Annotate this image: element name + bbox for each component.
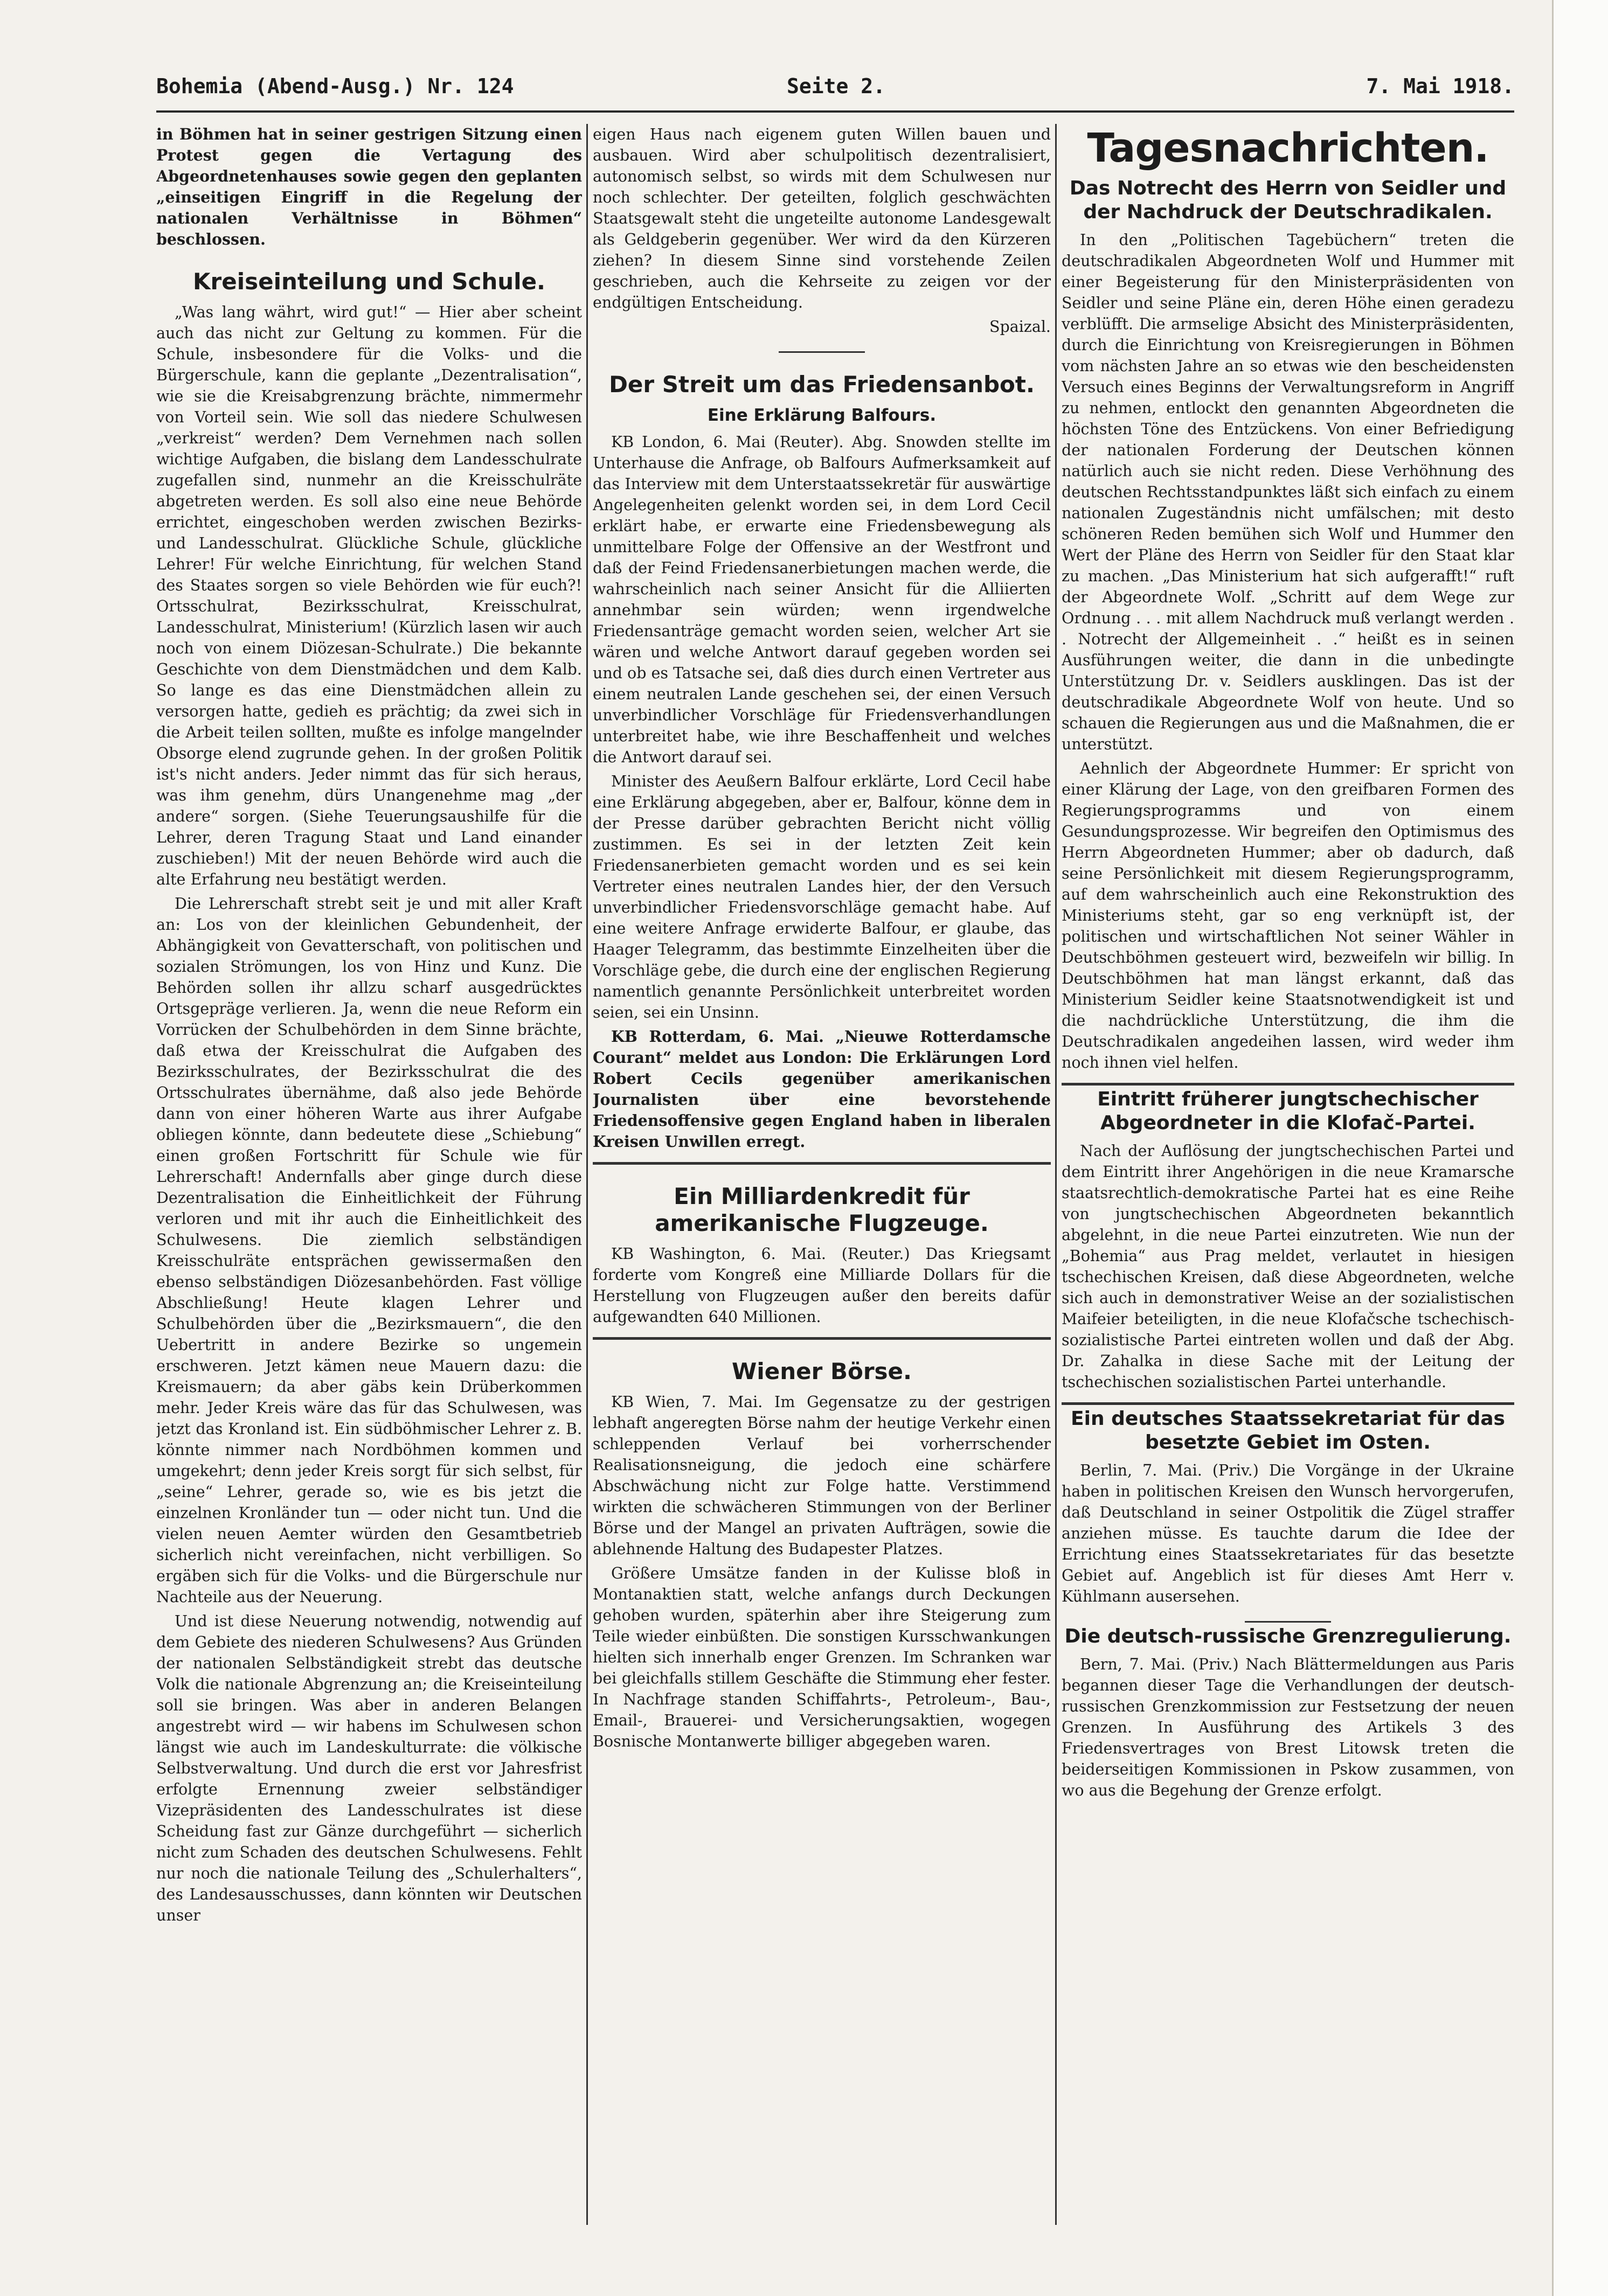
article-title-milliardenkredit: Ein Milliardenkredit für amerikanische Flugzeuge. xyxy=(655,1183,989,1236)
article-title-kreiseinteilung: Kreiseinteilung und Schule. xyxy=(192,268,546,295)
article-paragraph: Größere Umsätze fanden in der Kulisse bloß in Montanaktien statt, welche anfangs durch Deckungen gehoben wurden, späterhin aber ihre Steigerung zum Teile wieder einbüßten. Die sonstigen Kursschwankungen hielten sich innerhalb enger Grenzen. Im Schranken war bei gleichfalls stillem Geschäfte die Stimmung eher fester. In Nachfrage standen Schiffahrts-, Petroleum-, Bau-, Email-, Brauerei- und Versicherungsaktien, wogegen Bosnische Montanwerte billiger abgegeben waren. xyxy=(593,1564,1051,1750)
article-paragraph: Die Lehrerschaft strebt seit je und mit aller Kraft an: Los von der kleinlichen Gebundenheit, der Abhängigkeit von Gevatterschaft, von politischen und sozialen Strömungen, los von Hinz und Kunz. Die Behörden sollen ihr allzu scharf ausgedrücktes Ortsgepräge verlieren. Ja, wenn die neue Reform ein Vorrücken der Schulbehörden in dem Sinne brächte, daß etwa der Kreisschulrat die Aufgaben des Bezirksschulrates, der Bezirksschulrat die des Ortsschulrates übernähme, daß also jede Behörde dann von einer höheren Warte aus ihrer Aufgabe obliegen könnte, dann bedeutete diese „Schiebung“ einen großen Fortschritt für Schule wie für Lehrerschaft! Andernfalls aber ginge durch diese Dezentralisation die Einheitlichkeit der Führung verloren und mit ihr auch die Einheitlichkeit des Schulwesens. Die ziemlich selbständigen Kreisschulräte entsprächen gewissermaßen den ebenso selbständigen Diözesanbehörden. Fast völlige Abschließung! Heute klagen Lehrer und Schulbehörden über die „Bezirksmauern“, die den Uebertritt in andere Bezirke so ungemein erschweren. Jetzt kämen neue Mauern dazu: die Kreismauern; da aber gäbs kein Drüberkommen mehr. Jeder Kreis wäre das für das Schulwesen, was jetzt das Kronland ist. Ein südböhmischer Lehrer z. B. könnte nimmer nach Nordböhmen kommen und umgekehrt; denn jeder Kreis sorgt für sich selbst, für „seine“ Lehrer, gerade so, wie es bis jetzt die einzelnen Kronländer tun — oder nicht tun. Und die vielen neuen Aemter würden den Gesamtbetrieb sicherlich nicht vereinfachen, nicht verbilligen. So ergäben sich für die Volks- und die Bürgerschule nur Nachteile aus der Neuerung. xyxy=(156,895,582,1606)
header-date: 7. Mai 1918. xyxy=(1366,74,1514,98)
header-issue: Bohemia (Abend-Ausg.) Nr. 124 xyxy=(156,74,514,98)
separator xyxy=(1062,1083,1514,1086)
article-title-notrecht: Das Notrecht des Herrn von Seidler und der Nachdruck der Deutschradikalen. xyxy=(1069,177,1507,223)
article-title-staatssekretariat: Ein deutsches Staatssekretariat für das besetzte Gebiet im Osten. xyxy=(1071,1408,1505,1453)
author-signature: Spaizal. xyxy=(989,318,1051,336)
column-1 xyxy=(156,124,582,2225)
article-title-klofac-partei: Eintritt früherer jungtschechischer Abgeordneter in die Klofač-Partei. xyxy=(1097,1088,1479,1134)
article-paragraph: Bern, 7. Mai. (Priv.) Nach Blättermeldungen aus Paris begannen dieser Tage die Verhandlungen der deutsch-russischen Grenzkommission zur Festsetzung der neuen Grenzen. In Ausführung des Artikels 3 des Friedensvertrages von Brest Litowsk treten die beiderseitigen Kommissionen in Pskow zusammen, von wo aus die Begehung der Grenze erfolgt. xyxy=(1062,1655,1514,1799)
page-header xyxy=(156,65,1514,108)
article-paragraph: Aehnlich der Abgeordnete Hummer: Er spricht von einer Klärung der Lage, von den greifbaren Formen des Regierungsprogramms und von einem Gesundungsprozesse. Wir begreifen den Optimismus des Herrn Abgeordneten Hummer; aber ob dadurch, daß seine Persönlichkeit mit diesem Regierungsprogramm, auf dem wahrscheinlich auch eine Rekonstruktion des Ministeriums steht, gar so eng verknüpft ist, der politischen und wirtschaftlichen Not seiner Wähler in Deutschböhmen gesteuert wird, bezweifeln wir billig. In Deutschböhmen hat man längst erkannt, daß das Ministerium Seidler keine Staatsnotwendigkeit ist und die nachdrückliche Unterstützung, die ihm die Deutschradikalen angedeihen lassen, wird weder ihm noch ihnen viel helfen. xyxy=(1062,760,1514,1072)
article-paragraph: KB London, 6. Mai (Reuter). Abg. Snowden stellte im Unterhause die Anfrage, ob Balfours Aufmerksamkeit auf das Interview mit dem Unterstaatssekretär für auswärtige Angelegenheiten gelenkt worden sei, in dem Lord Cecil erklärt habe, er erwarte eine Friedensbewegung als unmittelbare Folge der Offensive an der Westfront und daß der Feind Friedensanerbietungen machen werde, die wahrscheinlich nach seiner Ansicht für die Alliierten annehmbar sein würden; wenn irgendwelche Friedensanträge gemacht worden seien, welcher Art sie wären und welche Antwort darauf gegeben worden sei und ob es Tatsache sei, daß dies durch einen Vertreter aus einem neutralen Lande geschehen sei, der einen Versuch unverbindlicher Vorschläge für Friedensverhandlungen unterbreitet habe, wie ihre Beschaffenheit und welches die Antwort darauf sei. xyxy=(593,433,1051,766)
header-page-number: Seite 2. xyxy=(787,74,886,98)
article-paragraph: Und ist diese Neuerung notwendig, notwendig auf dem Gebiete des niederen Schulwesens? Aus Gründen der nationalen Selbständigkeit strebt das deutsche Volk die nationale Abgrenzung an; die Kreiseinteilung soll sie bringen. Was aber in anderen Belangen angestrebt wird — wir habens im Schulwesen schon längst wie auch im Landeskulturrate: die völkische Selbstverwaltung. Und durch die erst vor Jahresfrist erfolgte Ernennung zweier selbständiger Vizepräsidenten des Landesschulrates ist diese Scheidung fast zur Gänze durchgeführt — sicherlich nicht zum Schaden des deutschen Schulwesens. Fehlt nur noch die nationale Teilung des „Schulerhalters“, des Landesausschusses, dann könnten wir Deutschen unser xyxy=(156,1612,582,1924)
page-margin-strip xyxy=(1552,0,1608,2296)
article-paragraph: „Was lang währt, wird gut!“ — Hier aber scheint auch das nicht zur Geltung zu kommen. Für die Schule, insbesondere für die Volks- und die Bürgerschule, kann die geplante „Dezentralisation“, wie sie die Kreisabgrenzung brächte, nimmermehr von Vorteil sein. Wie soll das niedere Schulwesen „verkreist“ werden? Dem Vernehmen nach sollen wichtige Aufgaben, die bislang dem Landesschulrate zugefallen sind, nunmehr an die Kreisschulräte abgetreten werden. Es soll also eine neue Behörde errichtet, eingeschoben werden zwischen Bezirks- und Landesschulrat. Glückliche Schule, glückliche Lehrer! Für welche Einrichtung, für welchen Stand des Staates sorgen so viele Behörden wie für euch?! Ortsschulrat, Bezirksschulrat, Kreisschulrat, Landesschulrat, Ministerium! (Kürzlich lasen wir auch noch von einem Diözesan-Schulrate.) Die bekannte Geschichte von dem Dienstmädchen und dem Kalb. So lange es das eine Dienstmädchen allein zu versorgen hatte, gedieh es prächtig; da zwei sich in die Arbeit teilen sollten, mußte es infolge mangelnder Obsorge elend zugrunde gehen. In der großen Politik ist's nicht anders. Jeder nimmt das für sich heraus, was ihm genehm, dürs Unangenehme mag „der andere“ sorgen. (Siehe Teuerungsaushilfe für die Lehrer, deren Tragung Staat und Land einander zuschieben!) Mit der neuen Behörde wird auch die alte Erfahrung neu bestätigt werden. xyxy=(156,303,582,888)
separator xyxy=(779,351,865,353)
article-paragraph: Minister des Aeußern Balfour erklärte, Lord Cecil habe eine Erklärung abgegeben, aber er, Balfour, könne dem in der Presse darüber gebrachten Bericht nicht völlig zustimmen. Es sei in der letzten Zeit kein Friedensanerbieten gemacht worden und es sei kein Vertreter eines neutralen Landes hier, der den Versuch unverbindlicher Friedensvorschläge gemacht habe. Auf eine weitere Anfrage erwiderte Balfour, er glaube, das Haager Telegramm, das bestimmte Einzelheiten über die Vorschläge gebe, die durch eine der englischen Regierung namentlich genannte Persönlichkeit unterbreitet worden seien, sei ein Unsinn. xyxy=(593,773,1051,1021)
column-2 xyxy=(593,124,1051,2225)
column-3 xyxy=(1062,124,1514,2225)
article-paragraph: Berlin, 7. Mai. (Priv.) Die Vorgänge in der Ukraine haben in politischen Kreisen den Wunsch hervorgerufen, daß Deutschland in seiner Ostpolitik die Zügel straffer anziehen müsse. Es tauchte darum die Idee der Errichtung eines Staatssekretariates für das besetzte Gebiet auf. Angeblich ist für dieses Amt Herr v. Kühlmann ausersehen. xyxy=(1062,1462,1514,1605)
article-paragraph: In den „Politischen Tagebüchern“ treten die deutschradikalen Abgeordneten Wolf und Hummer mit einer Begeisterung für den Ministerpräsidenten von Seidler und seine Pläne ein, deren Höhe einen geradezu verblüfft. Die armselige Absicht des Ministerpräsidenten, durch die Einrichtung von Kreisregierungen in Böhmen vom nächsten Jahre an so etwas wie den bescheidensten Versuch eines Beginns der Verwaltungsreform in Angriff zu nehmen, entlockt den genannten Abgeordneten die höchsten Töne des Entzückens. Von einer Befriedigung der nationalen Forderung der Deutschen können natürlich auch sie nicht reden. Diese Verhöhnung des deutschen Rechtsstandpunktes läßt sich einfach zu einem nationalen Zugeständnis nicht umfälschen; mit desto schöneren Reden bemühen sich Wolf und Hummer den Wert der Pläne des Herrn von Seidler für den Staat klar zu machen. „Das Ministerium hat sich aufgerafft!“ ruft der Abgeordnete Wolf. „Schritt auf dem Wege zur Ordnung . . . mit allem Nachdruck muß verlangt werden . . Notrecht der Allgemeinheit . .“ heißt es in seinen Ausführungen weiter, die dann in die unbedingte Unterstützung Dr. v. Seidlers ausklingen. Das ist der deutschradikale Abgeordnete Wolf von heute. Und so schauen die Regierungen aus und die Maßnahmen, die er unterstützt. xyxy=(1062,231,1514,753)
article-title-grenzregulierung: Die deutsch-russische Grenzregulierung. xyxy=(1064,1625,1512,1647)
header-rule xyxy=(156,110,1514,113)
separator xyxy=(1245,1621,1331,1623)
column-divider-1 xyxy=(586,124,588,2225)
article-title-friedensanbot: Der Streit um das Friedensanbot. xyxy=(609,371,1035,398)
separator xyxy=(593,1337,1051,1340)
article-paragraph: KB Washington, 6. Mai. (Reuter.) Das Kriegsamt forderte vom Kongreß eine Milliarde Dollars für die Herstellung von Flugzeugen außer den bereits dafür aufgewandten 640 Millionen. xyxy=(593,1245,1051,1326)
article-title-wiener-boerse: Wiener Börse. xyxy=(732,1358,912,1384)
separator xyxy=(593,1162,1051,1165)
column-divider-2 xyxy=(1055,124,1057,2225)
article-continuation: eigen Haus nach eigenem guten Willen bauen und ausbauen. Wird aber schulpolitisch dezentralisiert, autonomisch selbst, so wirds mit dem Schulwesen nur noch schlechter. Der geteilten, folglich geschwächten Staatsgewalt steht die ungeteilte autonome Landesgewalt als Geldgeberin gegenüber. Wer wird da den Kürzeren ziehen? In diesem Sinne sind vorstehende Zeilen geschrieben, auch die Kehrseite zu zeigen vor der endgültigen Entscheidung. xyxy=(593,126,1051,311)
separator xyxy=(1062,1402,1514,1405)
article-paragraph: Nach der Auflösung der jungtschechischen Partei und dem Eintritt ihrer Angehörigen in die neue Kramarsche staatsrechtlich-demokratische Partei hat es eine Reihe von jungtschechischen Abgeordneten bekanntlich abgelehnt, in die neue Partei einzutreten. Wie nun der „Bohemia“ aus Prag meldet, verlautet in hiesigen tschechischen Kreisen, daß diese Abgeordneten, welche sich auch in demonstrativer Weise an der sozialistischen Maifeier beteiligten, in die neue Klofačsche tschechisch-sozialistische Partei eintreten wollen und daß der Abg. Dr. Zahalka in diese Sache mit der Leitung der tschechischen sozialistischen Partei unterhandle. xyxy=(1062,1142,1514,1391)
article-subtitle-balfour: Eine Erklärung Balfours. xyxy=(707,406,937,425)
article-paragraph: KB Rotterdam, 6. Mai. „Nieuwe Rotterdamsche Courant“ meldet aus London: Die Erklärungen Lord Robert Cecils gegenüber amerikanischen Journalisten über eine bevorstehende Friedensoffensive gegen England haben in liberalen Kreisen Unwillen erregt. xyxy=(593,1027,1051,1151)
intro-text: in Böhmen hat in seiner gestrigen Sitzung einen Protest gegen die Vertagung des Abgeordnetenhauses sowie gegen den geplanten „einseitigen Eingriff in die Regelung der nationalen Verhältnisse in Böhmen“ beschlossen. xyxy=(156,125,582,248)
article-paragraph: KB Wien, 7. Mai. Im Gegensatze zu der gestrigen lebhaft angeregten Börse nahm der heutige Verkehr einen schleppenden Verlauf bei vorherrschender Realisationsneigung, die jedoch eine schärfere Abschwächung nicht zur Folge hatte. Verstimmend wirkten die schwächeren Stimmungen von der Berliner Börse und der Mangel an privaten Aufträgen, sowie die ablehnende Haltung des Budapester Platzes. xyxy=(593,1393,1051,1558)
section-title-tagesnachrichten: Tagesnachrichten. xyxy=(1087,125,1489,171)
